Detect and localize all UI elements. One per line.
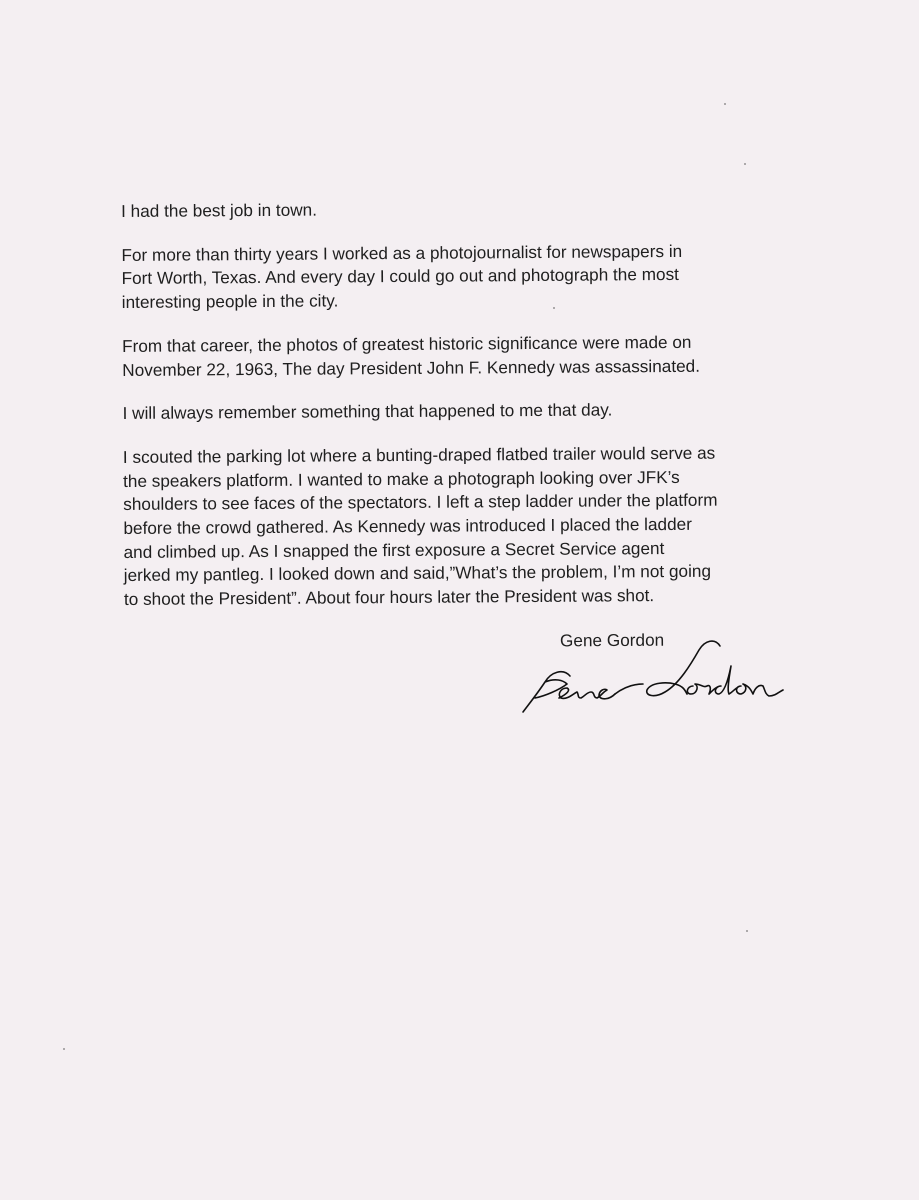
letter-body xyxy=(121,195,824,632)
printed-signature-name: Gene Gordon xyxy=(559,629,665,651)
paragraph-opening: I had the best job in town. xyxy=(121,199,318,221)
paper-speck xyxy=(744,163,746,165)
paragraph-story: I scouted the parking lot where a bunting-draped flatbed trailer would serve as the speakers platform. I wanted to make a photograph looking over JFK’s shoulders to see faces of the spectators. I left a step ladder under the platform before the crowd gathered. As Kennedy was introduced I placed the ladder and climbed up. As I snapped the first exposure a Secret Service agent jerked my pantleg. I looked down and said,”What’s the problem, I’m not going to shoot the President”. About four hours later the President was shot. xyxy=(122,442,718,610)
paper-speck xyxy=(746,930,748,932)
paper-speck xyxy=(63,1048,65,1050)
paragraph-remember: I will always remember something that happened to me that day. xyxy=(122,399,613,424)
paragraph-career: For more than thirty years I worked as a photojournalist for newspapers in Fort Worth, Texas. And every day I could go out and photograph the most interesting people in the city. xyxy=(121,240,683,313)
paper-speck xyxy=(724,103,726,105)
handwritten-signature xyxy=(515,628,825,728)
paragraph-historic-photos: From that career, the photos of greatest historic significance were made on November 22, 1963, The day President John F. Kennedy was assassinated. xyxy=(121,331,701,380)
paper-speck xyxy=(553,307,555,309)
